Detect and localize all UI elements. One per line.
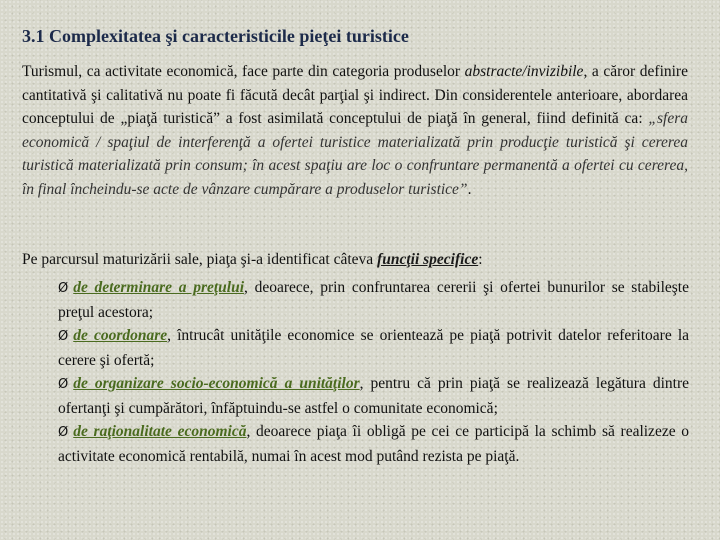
arrow-bullet-icon: Ø [58,425,69,440]
intro-term-abstract: abstracte/invizibile [464,63,584,80]
arrow-bullet-icon: Ø [58,329,69,344]
bullet-text: , deoarece, prin confruntarea cererii şi ofertei bunurilor se stabileşte preţul acestora; [58,279,689,321]
bullet-term: de raţionalitate economică [73,423,247,440]
functions-list [58,276,689,468]
arrow-bullet-icon: Ø [58,377,69,392]
bullet-term: de determinare a preţului [73,279,245,296]
intro-text-2: , a căror definire cantitativă şi calitativă nu poate fi făcută decât parţial şi indirect. Din considerentele anterioare, abordarea conceptului de „piaţă turistică” a fost asimilată conceptului de piaţă în general, fiind definită ca: [22,63,688,127]
functions-intro-colon: : [478,251,483,268]
arrow-bullet-icon: Ø [58,281,69,296]
list-item [58,324,689,372]
list-item [58,276,689,324]
functions-term: funcţii specifice [377,251,479,268]
functions-intro [22,248,688,272]
intro-paragraph [22,60,688,201]
page-title: 3.1 Complexitatea şi caracteristicile pieţei turistice [22,26,409,46]
bullet-term: de coordonare [73,327,168,344]
functions-intro-text: Pe parcursul maturizării sale, piaţa şi-a identificat câteva [22,251,378,268]
list-item [58,372,689,420]
bullet-text: , deoarece piaţa îi obligă pe cei ce participă la schimb să realizeze o activitate economică rentabilă, numai în acest mod putând rezista pe piaţă. [58,423,690,465]
list-item [58,420,689,468]
intro-text-1: Turismul, ca activitate economică, face parte din categoria produselor [22,63,465,80]
bullet-term: de organizare socio-economică a unităţilor [73,375,360,392]
bullet-text: , pentru că prin piaţă se realizează legătura dintre ofertanţi şi cumpărători, înfăptuindu-se astfel o comunitate economică; [58,375,689,417]
intro-definition: „sfera economică / spaţiul de interferenţă a ofertei turistice materializată prin producţie turistică şi cererea turistică materializată prin consum; în acest spaţiu are loc o confruntare permanentă a ofertei cu cererea, în final încheindu-se acte de vânzare cumpărare a produselor turistice” [22,110,688,198]
bullet-text: , întrucât unităţile economice se orientează pe piaţă potrivit datelor referitoare la cerere şi ofertă; [58,327,690,369]
intro-text-end: . [467,180,472,198]
